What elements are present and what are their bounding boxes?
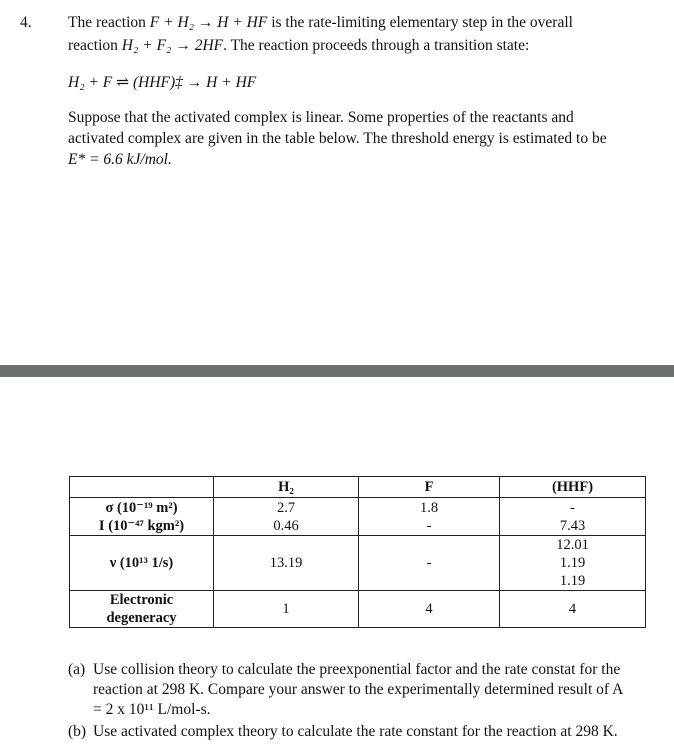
question-b bbox=[68, 722, 648, 742]
problem-number: 4. bbox=[20, 14, 32, 31]
table-header-row bbox=[70, 477, 646, 498]
hhf-frequency-1: 12.01 bbox=[556, 537, 589, 553]
label-inertia: I (10⁻⁴⁷ kgm²) bbox=[98, 517, 185, 534]
h2-sigma-inertia bbox=[214, 498, 359, 536]
label-sigma-inertia bbox=[70, 498, 214, 536]
properties-table bbox=[69, 476, 646, 628]
h2-degeneracy: 1 bbox=[214, 591, 359, 628]
label-degeneracy bbox=[70, 591, 214, 628]
question-b-text: Use activated complex theory to calculate the rate constant for the reaction at 298 K. bbox=[93, 723, 618, 740]
hhf-sigma-inertia bbox=[500, 498, 646, 536]
intro-line-1-pre: The reaction bbox=[68, 14, 150, 31]
f-sigma: 1.8 bbox=[419, 499, 439, 516]
label-frequency: ν (10¹³ 1/s) bbox=[70, 536, 214, 591]
f-sigma-inertia bbox=[359, 498, 500, 536]
intro-line-2-pre: reaction bbox=[68, 37, 122, 54]
section-divider bbox=[0, 365, 674, 377]
label-degeneracy-line-2: degeneracy bbox=[106, 610, 177, 626]
intro-line-2 bbox=[68, 36, 529, 56]
hhf-frequency-2: 1.19 bbox=[559, 555, 586, 571]
overall-reaction-equation: H₂ + F₂ → 2HF bbox=[121, 37, 224, 54]
f-frequency: - bbox=[359, 536, 500, 591]
header-empty bbox=[70, 477, 214, 498]
h2-sigma: 2.7 bbox=[276, 499, 296, 516]
question-a-line-3: = 2 x 10¹¹ L/mol-s. bbox=[93, 701, 211, 718]
paragraph-2-line-2: activated complex are given in the table below. The threshold energy is estimated to be bbox=[68, 130, 607, 147]
label-sigma: σ (10⁻¹⁹ m²) bbox=[105, 499, 178, 516]
header-h2: H₂ bbox=[214, 477, 359, 498]
hhf-inertia: 7.43 bbox=[559, 517, 586, 534]
threshold-energy: E* = 6.6 kJ/mol. bbox=[68, 151, 172, 168]
question-a-line-1: Use collision theory to calculate the preexponential factor and the rate constat for the bbox=[93, 661, 621, 678]
header-hhf: (HHF) bbox=[500, 477, 646, 498]
header-f: F bbox=[359, 477, 500, 498]
hhf-sigma: - bbox=[570, 499, 575, 516]
h2-frequency: 13.19 bbox=[214, 536, 359, 591]
question-b-label: (b) bbox=[68, 723, 87, 740]
hhf-degeneracy: 4 bbox=[500, 591, 646, 628]
question-a-line-2: reaction at 298 K. Compare your answer to the experimentally determined result of A bbox=[93, 681, 624, 698]
table-row-degeneracy bbox=[70, 591, 646, 628]
mechanism-equation: H₂ + F ⇌ (HHF)‡ → H + HF bbox=[68, 74, 257, 91]
intro-line-1 bbox=[68, 13, 573, 33]
label-degeneracy-line-1: Electronic bbox=[109, 592, 174, 608]
reaction-equation: F + H₂ → H + HF bbox=[149, 14, 268, 31]
question-a bbox=[68, 660, 648, 720]
table-row-frequency bbox=[70, 536, 646, 591]
paragraph-2-line-1: Suppose that the activated complex is linear. Some properties of the reactants and bbox=[68, 109, 574, 126]
intro-line-2-post: . The reaction proceeds through a transition state: bbox=[223, 37, 530, 54]
h2-inertia: 0.46 bbox=[273, 517, 299, 534]
f-inertia: - bbox=[426, 517, 432, 534]
intro-line-1-post: is the rate-limiting elementary step in the overall bbox=[267, 14, 573, 31]
hhf-frequencies bbox=[500, 536, 646, 591]
f-degeneracy: 4 bbox=[359, 591, 500, 628]
question-a-label: (a) bbox=[68, 661, 86, 678]
hhf-frequency-3: 1.19 bbox=[559, 573, 586, 589]
table-row-sigma-inertia bbox=[70, 498, 646, 536]
